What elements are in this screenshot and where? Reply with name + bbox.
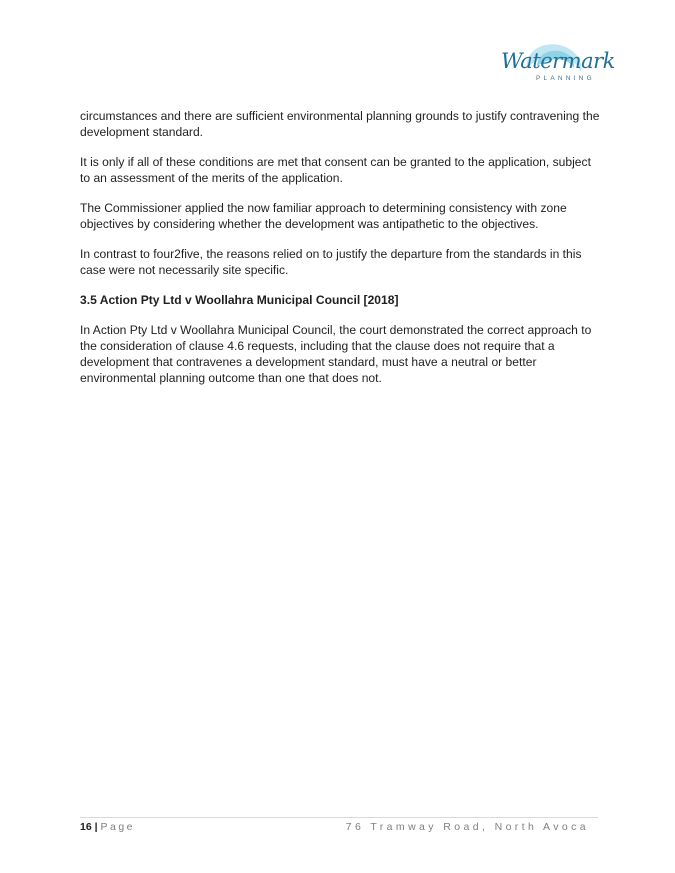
- paragraph-5: In Action Pty Ltd v Woollahra Municipal Council, the court demonstrated the correct approach to the consideration of clause 4.6 requests, including that the clause does not require that a development that contravenes a development standard, must have a neutral or better environmental planning outcome than one that does not.: [80, 323, 592, 385]
- page-separator: |: [94, 821, 98, 833]
- page-label: Page: [100, 821, 136, 833]
- paragraph-4: In contrast to four2five, the reasons relied on to justify the departure from the standards in this case were not necessarily site specific.: [80, 247, 582, 277]
- logo-subtitle: PLANNING: [536, 75, 595, 82]
- page-indicator: [80, 821, 135, 833]
- footer-divider: [80, 817, 598, 818]
- document-body: [80, 108, 600, 400]
- watermark-planning-logo: [497, 38, 615, 88]
- page-number: 16: [80, 821, 92, 833]
- paragraph-1: circumstances and there are sufficient environmental planning grounds to justify contravening the development standard.: [80, 109, 600, 139]
- paragraph-3: The Commissioner applied the now familiar approach to determining consistency with zone objectives by considering whether the development was antipathetic to the objectives.: [80, 201, 567, 231]
- logo-wordmark: Watermark: [501, 49, 615, 73]
- section-heading: 3.5 Action Pty Ltd v Woollahra Municipal Council [2018]: [80, 293, 399, 307]
- paragraph-2: It is only if all of these conditions are met that consent can be granted to the application, subject to an assessment of the merits of the application.: [80, 155, 591, 185]
- site-address: 76 Tramway Road, North Avoca: [345, 821, 589, 833]
